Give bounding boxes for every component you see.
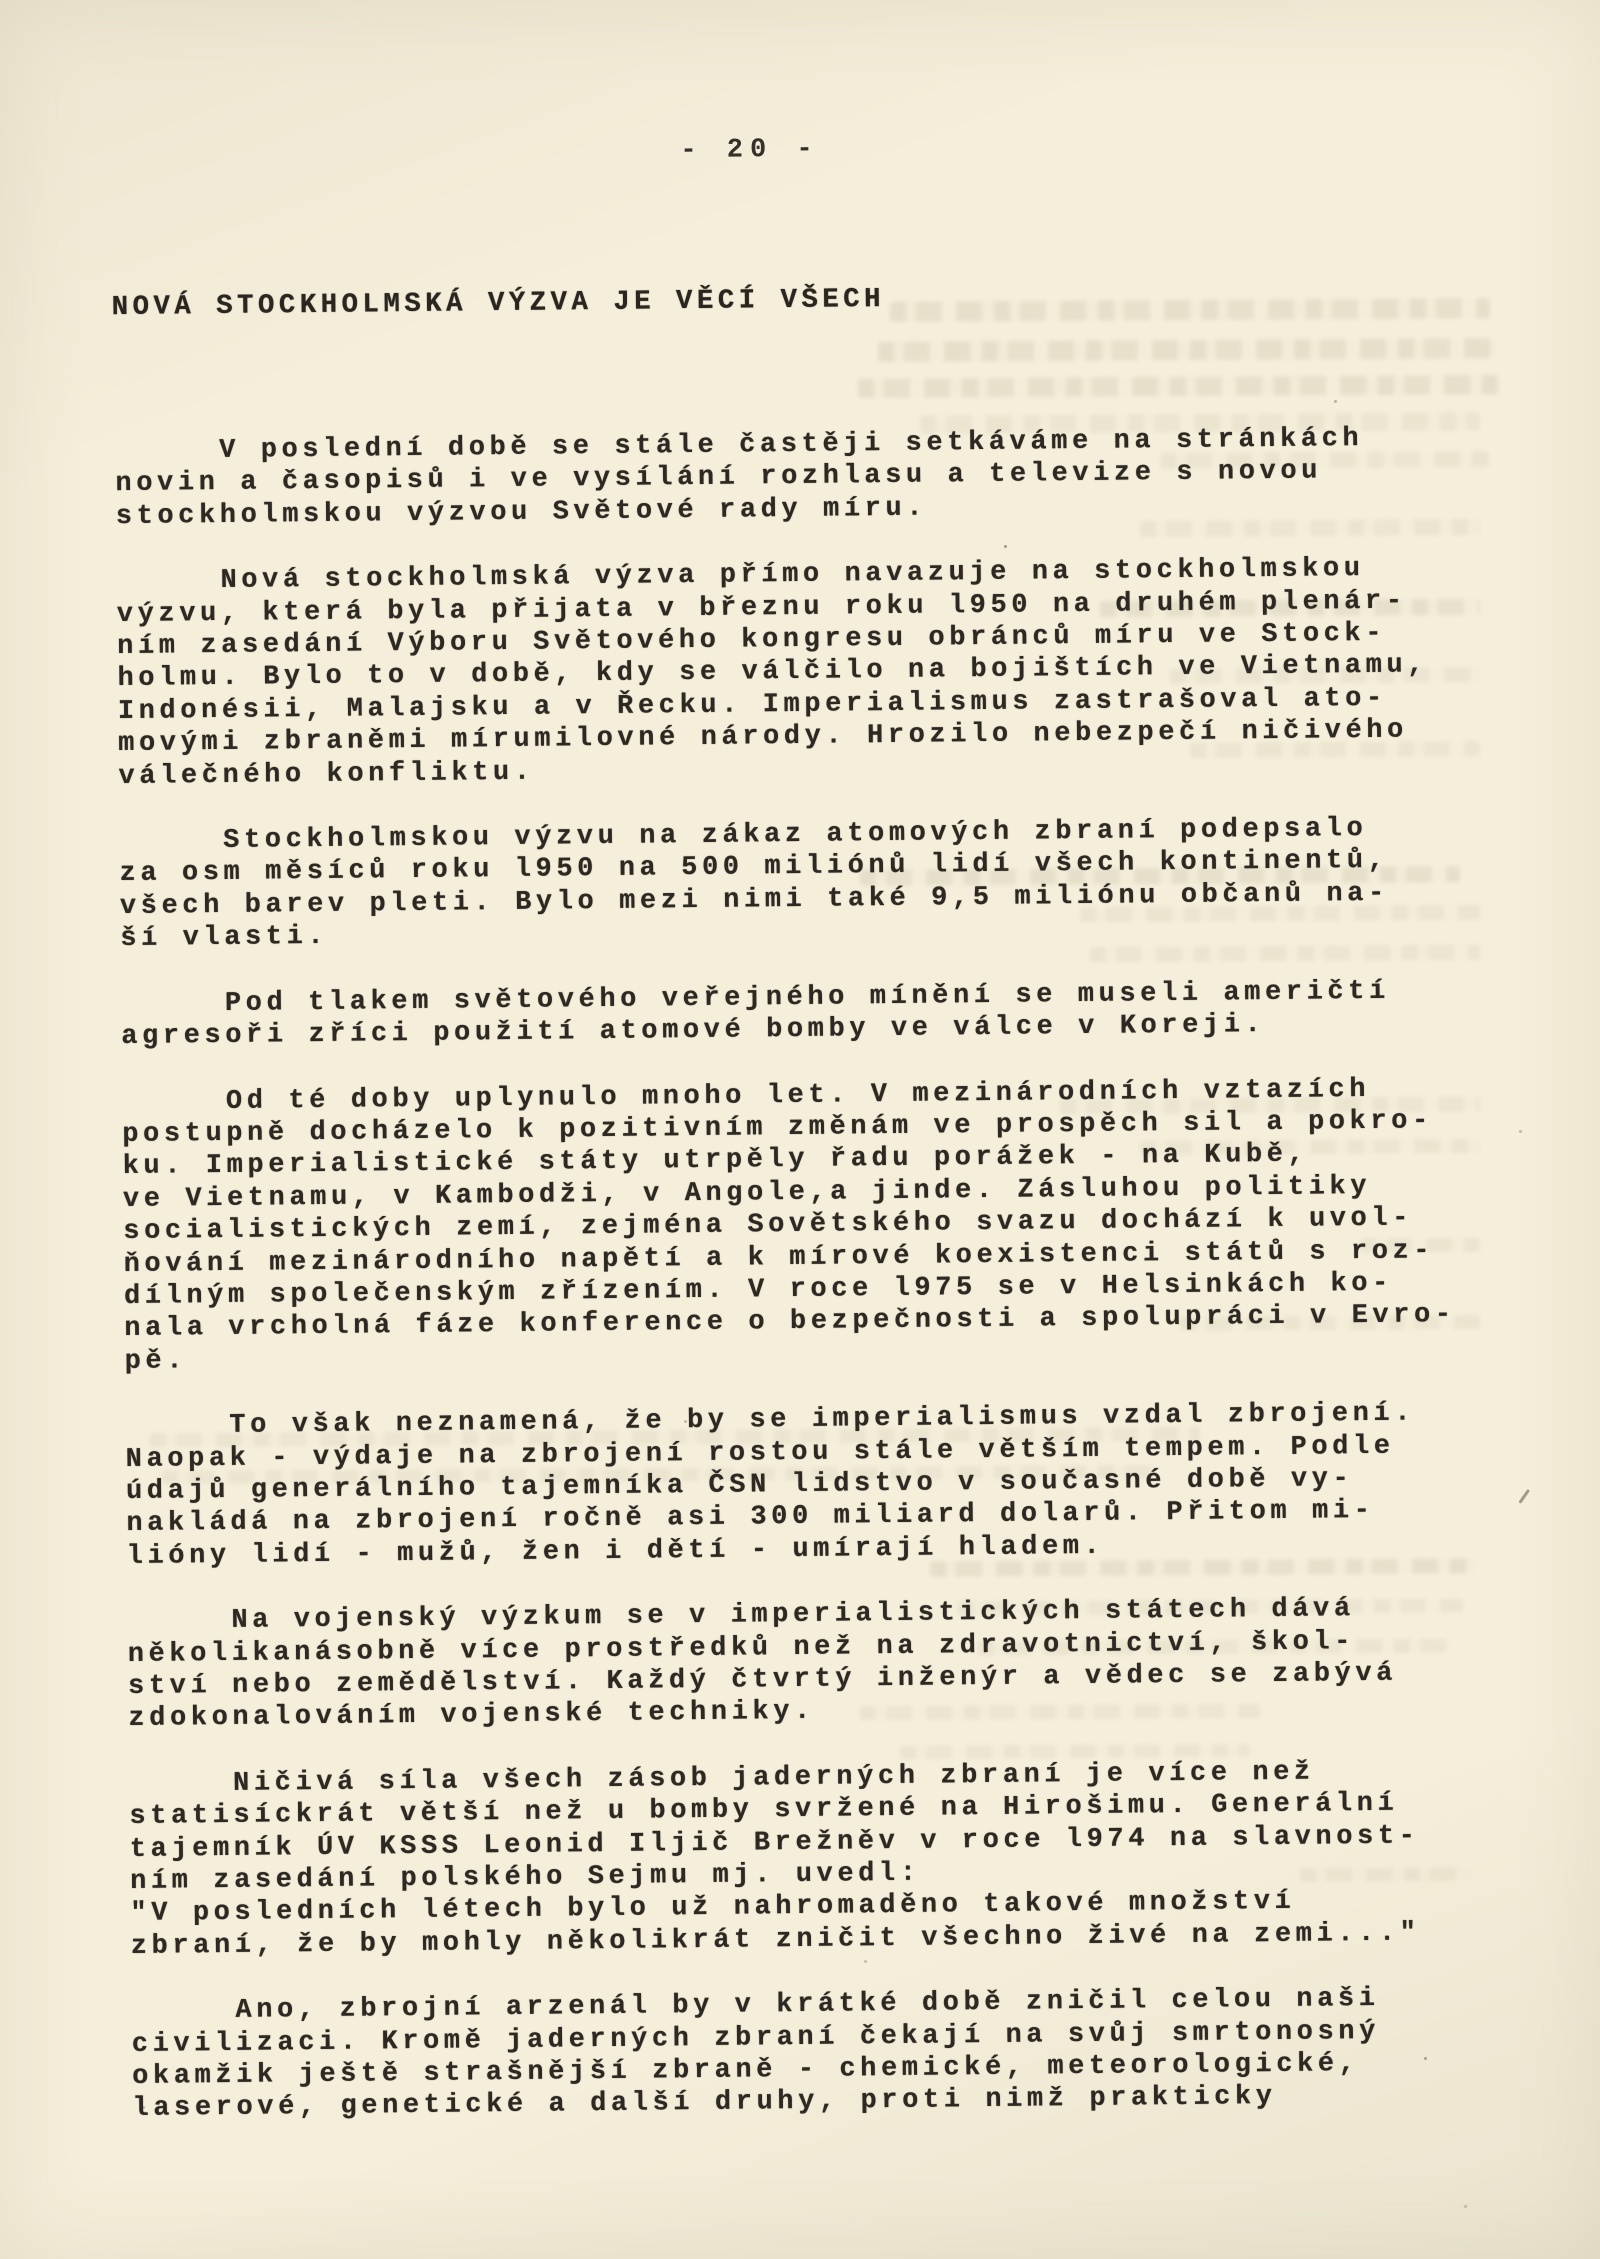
paragraph-8: Ničivá síla všech zásob jaderných zbraní je více než statisíckrát větší než u bomby svržené na Hirošimu. Generální tajemník ÚV KSSS Leonid Iljič Brežněv v roce l974 na slavnost- ním zasedání polského Sejmu mj. uvedl: "V posledních létech bylo už nahromaděno takové množství zbraní, že by mohly několikrát zničit všechno živé na zemi..."	[129, 1757, 1421, 1962]
page-number: - 20 -	[680, 134, 820, 167]
pen-mark	[1518, 1489, 1529, 1504]
bleedthrough-smudge	[878, 338, 1496, 362]
document-body	[115, 422, 1493, 2126]
paragraph-2: Nová stockholmská výzva přímo navazuje na stockholmskou výzvu, která byla přijata v březnu roku l950 na druhém plenár- ním zasedání Výboru Světového kongresu obránců míru ve Stock- holmu. Bylo to v době, kdy se válčilo na bojištích ve Vietnamu, Indonésii, Malajsku a v Řecku. Imperialismus zastrašoval ato- movými zbraněmi mírumilovné národy. Hrozilo nebezpečí ničivého válečného konfliktu.	[116, 554, 1429, 792]
paragraph-7: Na vojenský výzkum se v imperialistických státech dává několikanásobně více prostředků než na zdravotnictví, škol- ství nebo zemědělství. Každý čtvrtý inženýr a vědec se zabývá zdokonalováním vojenské techniky.	[127, 1594, 1398, 1735]
paragraph-9: Ano, zbrojní arzenál by v krátké době zničil celou naši civilizaci. Kromě jaderných zbraní čekají na svůj smrtonosný okamžik ještě strašnější zbraně - chemické, meteorologické, laserové, genetické a další druhy, proti nimž prakticky	[131, 1984, 1381, 2125]
paragraph-1: V poslední době se stále častěji setkáváme na stránkách novin a časopisů i ve vysílání rozhlasu a televize s novou stockholmskou výzvou Světové rady míru.	[115, 423, 1364, 532]
document-title: NOVÁ STOCKHOLMSKÁ VÝZVA JE VĚCÍ VŠECH	[111, 283, 886, 324]
paragraph-6: To však neznamená, že by se imperialismus vzdal zbrojení. Naopak - výdaje na zbrojení rostou stále větším tempem. Podle údajů generálního tajemníka ČSN lidstvo v současné době vy- nakládá na zbrojení ročně asi 300 miliard dolarů. Přitom mi- lióny lidí - mužů, žen i dětí - umírají hladem.	[125, 1398, 1416, 1572]
paragraph-4: Pod tlakem světového veřejného mínění se museli američtí agresoři zříci použití atomové bomby ve válce v Koreji.	[121, 976, 1390, 1053]
bleedthrough-smudge	[890, 298, 1490, 322]
bleedthrough-smudge	[858, 375, 1498, 398]
paragraph-3: Stockholmskou výzvu na zákaz atomových zbraní podepsalo za osm měsíců roku l950 na 500 miliónů lidí všech kontinentů, všech barev pleti. Bylo mezi nimi také 9,5 miliónu občanů na- ší vlasti.	[119, 814, 1389, 955]
paragraph-5: Od té doby uplynulo mnoho let. V mezinárodních vztazích postupně docházelo k pozitivním změnám ve prospěch sil a pokro- ku. Imperialistické státy utrpěly řadu porážek - na Kubě, ve Vietnamu, v Kambodži, v Angole,a jinde. Zásluhou politiky socialistických zemí, zejména Sovětského svazu dochází k uvol- ňování mezinárodního napětí a k mírové koexistenci států s roz- dílným společenským zřízením. V roce l975 se v Helsinkách ko- nala vrcholná fáze konference o bezpečnosti a spolupráci v Evro- pě.	[122, 1074, 1456, 1377]
